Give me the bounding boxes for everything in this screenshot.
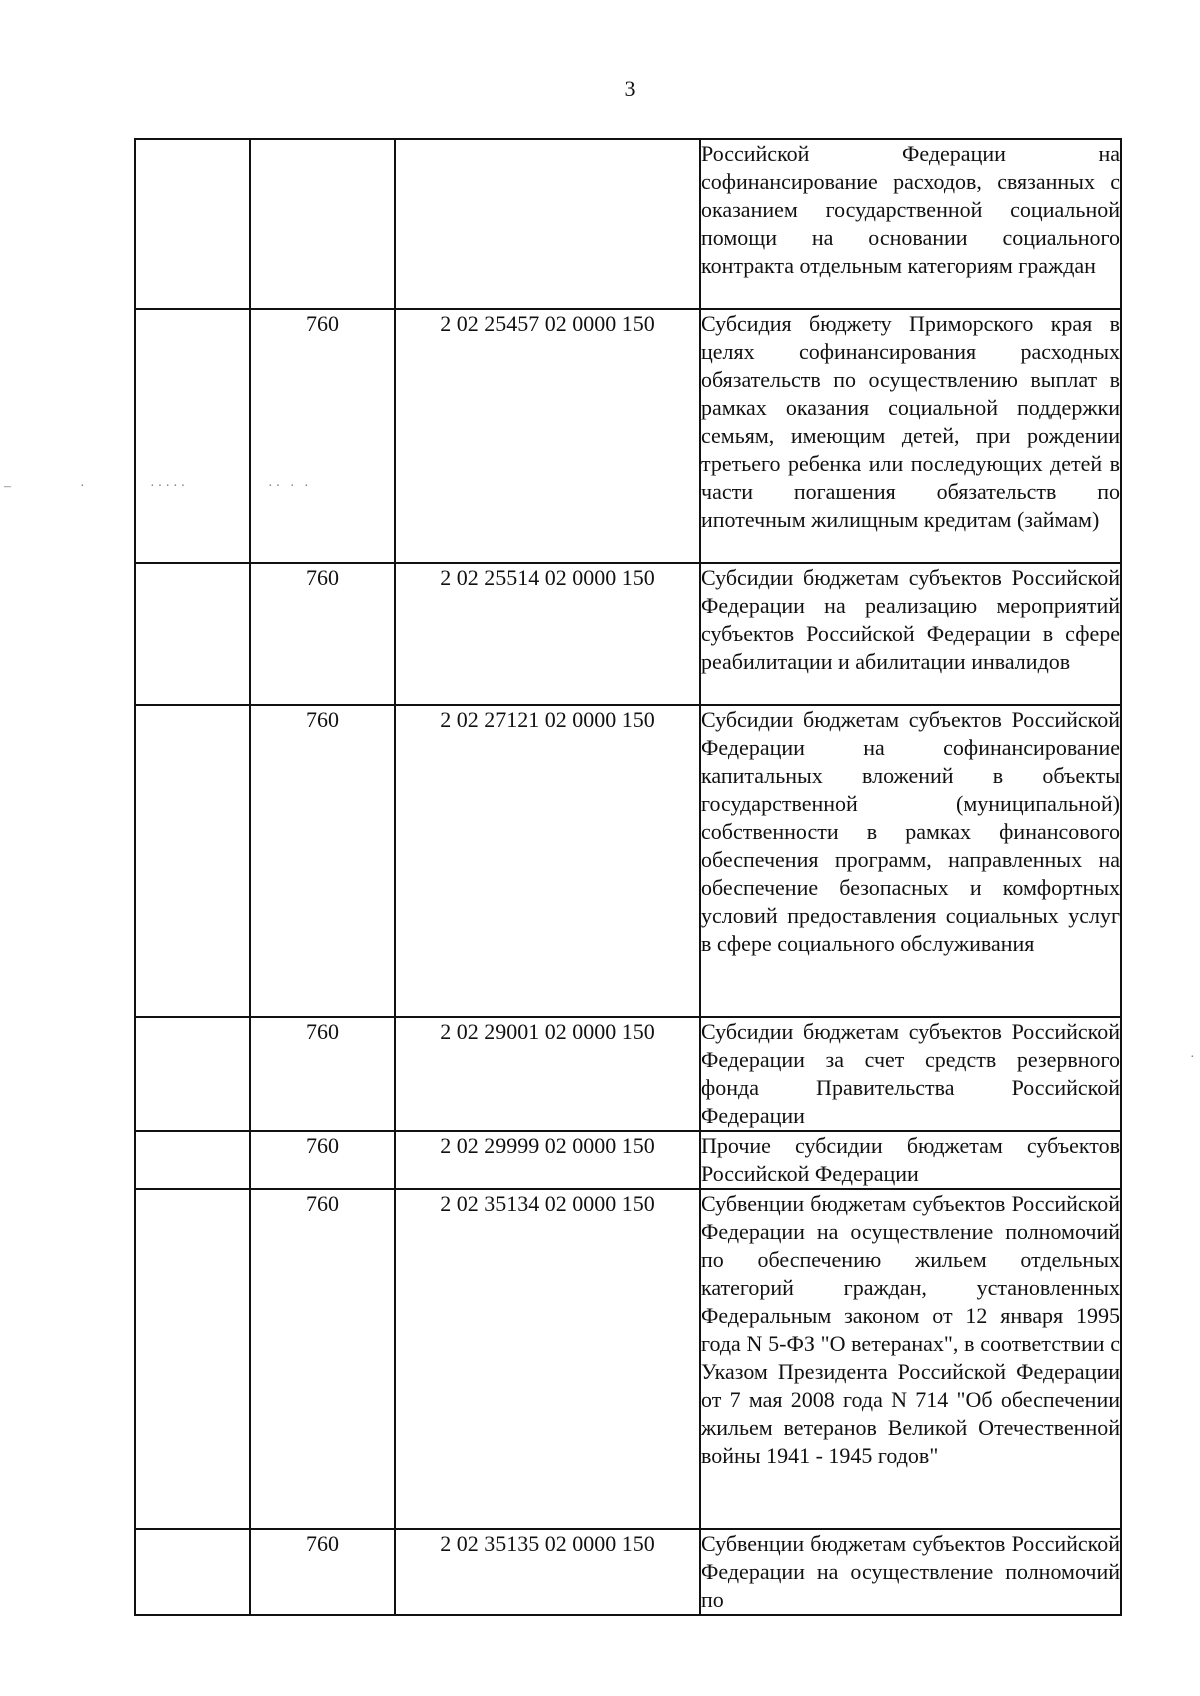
description-cell: Субвенции бюджетам субъектов Российской Федерации на осуществление полномочий по [700,1529,1121,1615]
table-row [135,309,1121,563]
empty-cell [135,1017,250,1131]
table-row [135,1189,1121,1529]
admin-code-cell: 760 [250,563,395,705]
budget-code-cell: 2 02 25514 02 0000 150 [395,563,700,705]
description-cell: Субвенции бюджетам субъектов Российской Федерации на осуществление полномочий по обеспечению жильем отдельных категорий граждан, установленных Федеральным законом от 12 января 1995 года N 5-ФЗ "О ветеранах", в соответствии с Указом Президента Российской Федерации от 7 мая 2008 года N 714 "Об обеспечении жильем ветеранов Великой Отечественной войны 1941 - 1945 годов" [700,1189,1121,1529]
empty-cell [135,1529,250,1615]
budget-code-cell: 2 02 29001 02 0000 150 [395,1017,700,1131]
admin-code-cell [250,139,395,309]
admin-code-cell: 760 [250,309,395,563]
table-row [135,139,1121,309]
table-row [135,1017,1121,1131]
budget-code-cell: 2 02 35134 02 0000 150 [395,1189,700,1529]
description-cell: Субсидии бюджетам субъектов Российской Федерации на софинансирование капитальных вложений в объекты государственной (муниципальной) собственности в рамках финансового обеспечения программ, направленных на обеспечение безопасных и комфортных условий предоставления социальных услуг в сфере социального обслуживания [700,705,1121,1017]
description-cell: Субсидия бюджету Приморского края в целях софинансирования расходных обязательств по осуществлению выплат в рамках оказания социальной поддержки семьям, имеющим детей, при рождении третьего ребенка или последующих детей в части погашения обязательств по ипотечным жилищным кредитам (займам) [700,309,1121,563]
admin-code-cell: 760 [250,1131,395,1189]
scan-speck: – [4,479,14,494]
table-row [135,1529,1121,1615]
admin-code-cell: 760 [250,1017,395,1131]
admin-code-cell: 760 [250,1189,395,1529]
budget-code-cell [395,139,700,309]
empty-cell [135,139,250,309]
scan-speck: ·· · · [268,479,312,494]
scan-speck: · [1190,1050,1198,1065]
empty-cell [135,309,250,563]
description-cell: Прочие субсидии бюджетам субъектов Российской Федерации [700,1131,1121,1189]
description-cell: Российской Федерации на софинансирование расходов, связанных с оказанием государственной социальной помощи на основании социального контракта отдельным категориям граждан [700,139,1121,309]
budget-code-cell: 2 02 35135 02 0000 150 [395,1529,700,1615]
empty-cell [135,705,250,1017]
revenue-codes-table [134,138,1122,1616]
admin-code-cell: 760 [250,1529,395,1615]
description-cell: Субсидии бюджетам субъектов Российской Федерации на реализацию мероприятий субъектов Российской Федерации в сфере реабилитации и абилитации инвалидов [700,563,1121,705]
description-cell: Субсидии бюджетам субъектов Российской Федерации за счет средств резервного фонда Правительства Российской Федерации [700,1017,1121,1131]
empty-cell [135,563,250,705]
table-row [135,563,1121,705]
admin-code-cell: 760 [250,705,395,1017]
table-row [135,705,1121,1017]
empty-cell [135,1131,250,1189]
budget-code-cell: 2 02 29999 02 0000 150 [395,1131,700,1189]
budget-code-cell: 2 02 27121 02 0000 150 [395,705,700,1017]
budget-code-cell: 2 02 25457 02 0000 150 [395,309,700,563]
scan-speck: ····· [150,479,189,494]
scan-speck: · [80,479,88,494]
page-number: 3 [624,76,636,101]
empty-cell [135,1189,250,1529]
table-row [135,1131,1121,1189]
